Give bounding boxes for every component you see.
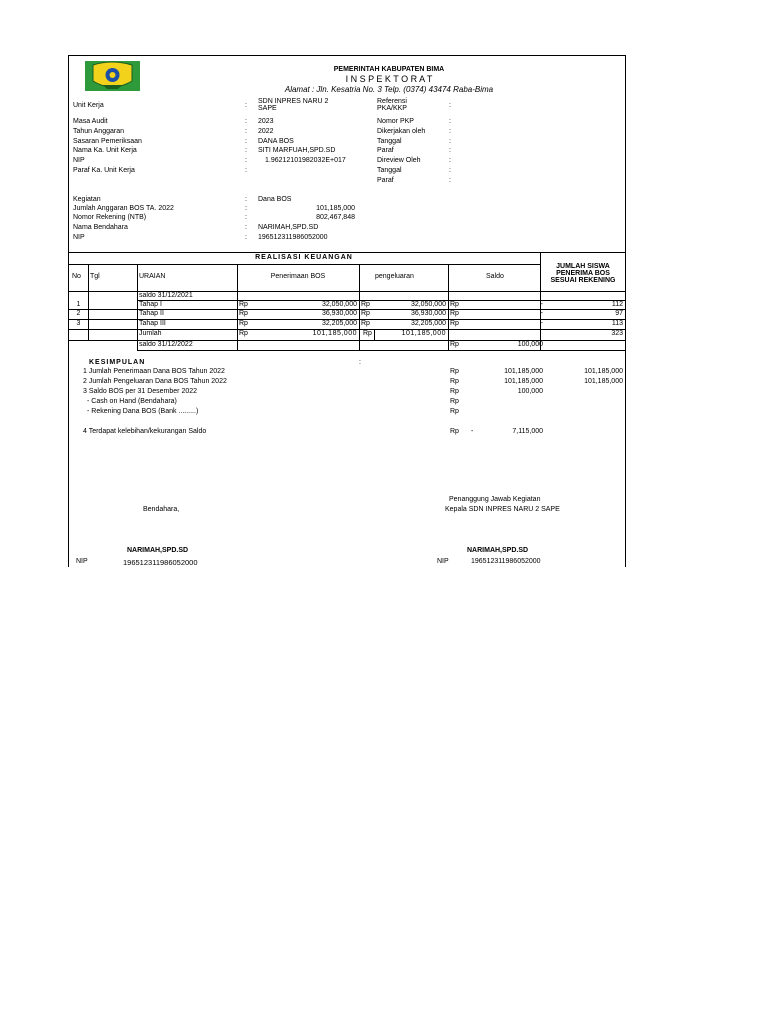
header-no: No <box>72 273 81 280</box>
total-siswa: 323 <box>611 330 623 337</box>
conclusion-value: 101,185,000 <box>504 378 543 385</box>
info-colon: : <box>449 138 451 145</box>
total-pengeluaran: 101,185,000 <box>401 330 446 337</box>
detail-colon: : <box>245 224 247 231</box>
conclusion-rp: Rp <box>450 378 459 385</box>
detail-value: 196512311986052000 <box>258 234 328 241</box>
info-label: Sasaran Pemeriksaan <box>73 138 142 145</box>
detail-colon: : <box>245 234 247 241</box>
info-colon: : <box>449 102 451 109</box>
row-uraian: Tahap II <box>139 310 164 317</box>
row-siswa: 113 <box>611 320 623 327</box>
conclusion-rp: Rp <box>450 408 459 415</box>
conclusion-item: - Rekening Dana BOS (Bank .........) <box>87 408 199 415</box>
detail-label: Nomor Rekening (NTB) <box>73 214 147 221</box>
detail-colon: : <box>245 214 247 221</box>
row-rp: Rp <box>450 310 459 317</box>
row-saldo: - <box>540 301 543 308</box>
info-label: NIP <box>73 157 85 164</box>
header-uraian: URAIAN <box>139 273 166 280</box>
detail-label: Jumlah Anggaran BOS TA. 2022 <box>73 205 174 212</box>
row-pengeluaran: 32,205,000 <box>410 320 446 327</box>
conclusion-rp: Rp <box>450 428 459 435</box>
conclusion-dash: - <box>471 428 474 435</box>
conclusion-item: - Cash on Hand (Bendahara) <box>87 398 177 405</box>
signature-title: Bendahara, <box>143 506 180 513</box>
total-rp: Rp <box>363 330 372 337</box>
conclusion-value: 7,115,000 <box>512 428 543 435</box>
detail-label: Nama Bendahara <box>73 224 128 231</box>
total-rp: Rp <box>239 330 248 337</box>
info-label: Paraf <box>377 147 394 154</box>
info-value: SDN INPRES NARU 2 <box>258 98 329 105</box>
info-colon: : <box>449 118 451 125</box>
row-no: 3 <box>76 320 81 327</box>
conclusion-item: 2 Jumlah Pengeluaran Dana BOS Tahun 2022 <box>83 378 227 385</box>
row-siswa: 97 <box>615 310 623 317</box>
conclusion-value: 100,000 <box>517 388 543 395</box>
info-value: SAPE <box>258 105 277 112</box>
info-value: 2023 <box>258 118 274 125</box>
total-label: Jumlah <box>139 330 162 337</box>
total-penerimaan: 101,185,000 <box>312 330 357 337</box>
detail-label: Kegiatan <box>73 196 101 203</box>
conclusion-value: 101,185,000 <box>504 368 543 375</box>
row-pengeluaran: 36,930,000 <box>410 310 446 317</box>
row-rp: Rp <box>361 301 370 308</box>
info-label: Referensi <box>377 98 407 105</box>
row-pengeluaran: 32,050,000 <box>410 301 446 308</box>
table-section-title: REALISASI KEUANGAN <box>255 254 353 261</box>
info-label: Direview Oleh <box>377 157 421 164</box>
info-label: Paraf <box>377 177 394 184</box>
detail-value: 101,185,000 <box>316 205 355 212</box>
info-colon: : <box>245 128 247 135</box>
row-penerimaan: 32,050,000 <box>321 301 357 308</box>
conclusion-extra: 101,185,000 <box>584 378 623 385</box>
detail-value: 802,467,848 <box>316 214 355 221</box>
info-colon: : <box>449 177 451 184</box>
info-label: PKA/KKP <box>377 105 407 112</box>
header-pengeluaran: pengeluaran <box>375 273 414 280</box>
conclusion-rp: Rp <box>450 368 459 375</box>
conclusion-rp: Rp <box>450 398 459 405</box>
info-label: Tanggal <box>377 167 402 174</box>
info-colon: : <box>449 128 451 135</box>
signature-nip: 196512311986052000 <box>123 558 198 567</box>
conclusion-title: KESIMPULAN <box>89 359 146 366</box>
info-label: Unit Kerja <box>73 102 104 109</box>
office-address: Alamat : Jln. Kesatria No. 3 Telp. (0374) 43474 Raba-Bima <box>284 85 494 94</box>
row-no: 1 <box>76 301 81 308</box>
row-rp: Rp <box>361 310 370 317</box>
row-no: 2 <box>76 310 81 317</box>
info-label: Tanggal <box>377 138 402 145</box>
signature-name: NARIMAH,SPD.SD <box>467 547 529 554</box>
conclusion-item: 1 Jumlah Penerimaan Dana BOS Tahun 2022 <box>83 368 225 375</box>
info-label: Masa Audit <box>73 118 108 125</box>
row-rp: Rp <box>450 320 459 327</box>
row-rp: Rp <box>239 310 248 317</box>
info-value: 1.96212101982032E+017 <box>265 157 346 164</box>
info-colon: : <box>245 138 247 145</box>
row-uraian: Tahap I <box>139 301 162 308</box>
info-value: SITI MARFUAH,SPD.SD <box>258 147 336 154</box>
row-siswa: 112 <box>611 301 623 308</box>
row-rp: Rp <box>239 320 248 327</box>
row-penerimaan: 32,205,000 <box>321 320 357 327</box>
info-colon: : <box>245 118 247 125</box>
info-colon: : <box>245 157 247 164</box>
header-jumlah-siswa: JUMLAH SISWA <box>556 263 610 270</box>
conclusion-item: 3 Saldo BOS per 31 Desember 2022 <box>83 388 198 395</box>
info-label: Dikerjakan oleh <box>377 128 426 135</box>
detail-value: Dana BOS <box>258 196 292 203</box>
row-rp: Rp <box>239 301 248 308</box>
conclusion-rp: Rp <box>450 388 459 395</box>
signature-nip: 196512311986052000 <box>471 558 541 565</box>
info-colon: : <box>245 147 247 154</box>
conclusion-colon: : <box>359 359 361 366</box>
detail-value: NARIMAH,SPD.SD <box>258 224 319 231</box>
header-jumlah-siswa: PENERIMA BOS <box>556 270 610 277</box>
conclusion-extra: 101,185,000 <box>584 368 623 375</box>
detail-label: NIP <box>73 234 85 241</box>
info-value: DANA BOS <box>258 138 294 145</box>
closing-saldo: 100,000 <box>517 341 543 348</box>
bima-regency-logo <box>85 61 140 91</box>
info-value: 2022 <box>258 128 274 135</box>
info-colon: : <box>245 167 247 174</box>
row-penerimaan: 36,930,000 <box>321 310 357 317</box>
signature-nip-label: NIP <box>76 558 88 565</box>
detail-colon: : <box>245 196 247 203</box>
row-uraian: Tahap III <box>139 320 166 327</box>
info-label: Tahun Anggaran <box>73 128 124 135</box>
header-saldo: Saldo <box>486 273 504 280</box>
conclusion-item: 4 Terdapat kelebihan/kekurangan Saldo <box>83 428 207 435</box>
row-saldo: - <box>540 310 543 317</box>
row-rp: Rp <box>450 301 459 308</box>
signature-title: Penanggung Jawab Kegiatan <box>449 496 541 503</box>
closing-label: saldo 31/12/2022 <box>139 341 193 348</box>
header-tgl: Tgl <box>90 273 100 280</box>
info-label: Paraf Ka. Unit Kerja <box>73 167 135 174</box>
opening-balance: saldo 31/12/2021 <box>139 292 193 299</box>
closing-rp: Rp <box>450 341 459 348</box>
government-name: PEMERINTAH KABUPATEN BIMA <box>333 66 445 73</box>
detail-colon: : <box>245 205 247 212</box>
info-colon: : <box>449 147 451 154</box>
row-saldo: - <box>540 320 543 327</box>
info-label: Nomor PKP <box>377 118 414 125</box>
signature-title: Kepala SDN INPRES NARU 2 SAPE <box>445 506 560 513</box>
header-jumlah-siswa: SESUAI REKENING <box>550 277 616 284</box>
audit-sheet <box>68 55 626 567</box>
header-penerimaan: Penerimaan BOS <box>270 273 326 280</box>
info-colon: : <box>449 157 451 164</box>
signature-nip-label: NIP <box>437 558 449 565</box>
info-label: Nama Ka. Unit Kerja <box>73 147 137 154</box>
info-colon: : <box>245 102 247 109</box>
signature-name: NARIMAH,SPD.SD <box>127 547 189 554</box>
row-rp: Rp <box>361 320 370 327</box>
info-colon: : <box>449 167 451 174</box>
office-name: I N S P E K T O R A T <box>345 74 433 84</box>
